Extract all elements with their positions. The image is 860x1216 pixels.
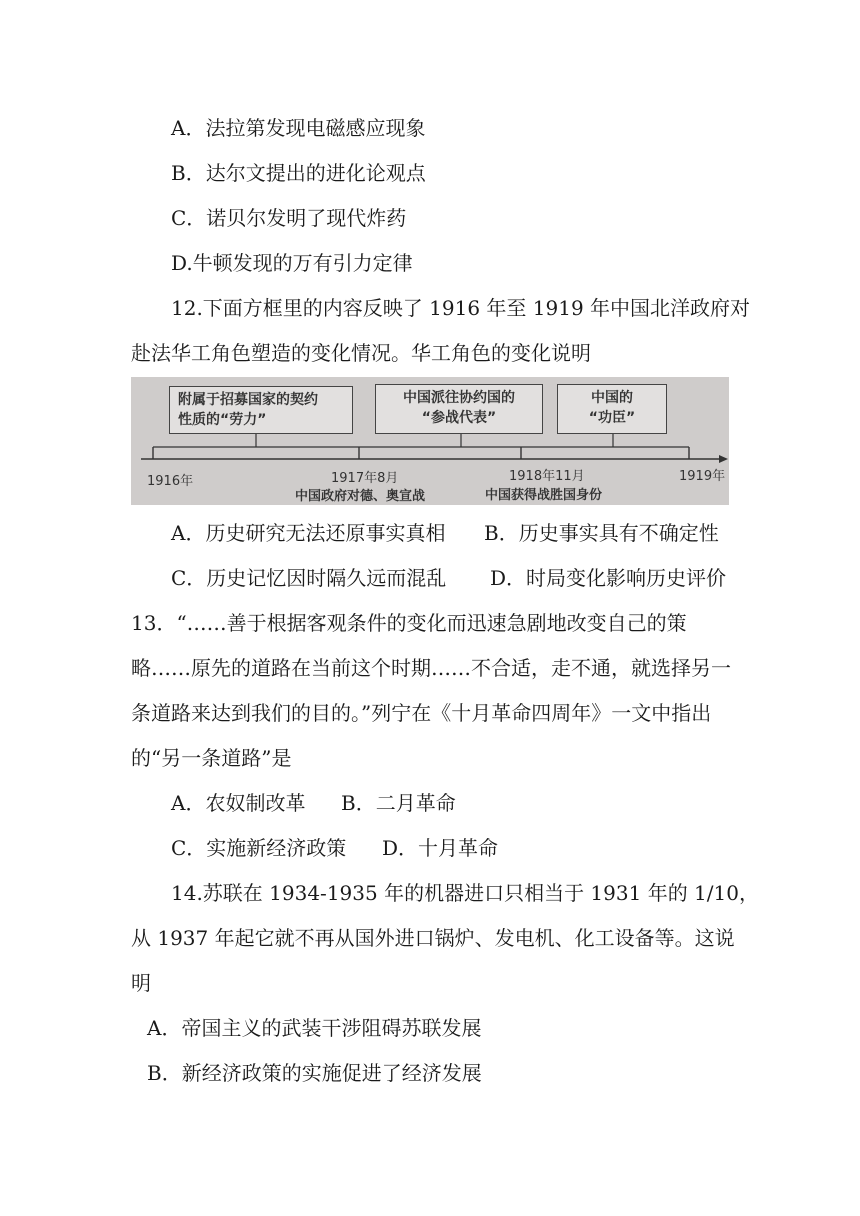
q13-stem-line1: 13．“……善于根据客观条件的变化而迅速急剧地改变自己的策	[131, 611, 687, 635]
q11-option-d: D.牛顿发现的万有引力定律	[171, 251, 413, 275]
box-labor	[169, 386, 353, 434]
q13-stem-line4: 的“另一条道路”是	[131, 746, 292, 770]
q12-stem-line2: 赴法华工角色塑造的变化情况。华工角色的变化说明	[131, 341, 591, 365]
q12-stem-line1: 12.下面方框里的内容反映了 1916 年至 1919 年中国北洋政府对	[171, 296, 751, 320]
label-1918: 1918年11月	[509, 469, 585, 484]
q12-option-d: D．时局变化影响历史评价	[490, 566, 727, 590]
q12-option-a: A．历史研究无法还原事实真相	[171, 521, 446, 545]
q13-stem-line2: 略……原先的道路在当前这个时期……不合适，走不通，就选择另一	[131, 656, 731, 680]
box-war-line1: 中国派往协约国的	[403, 390, 515, 406]
box-hero-line2: “功臣”	[588, 410, 636, 426]
box-labor-line1: 附属于招募国家的契约	[178, 392, 318, 408]
q11-option-a: A．法拉第发现电磁感应现象	[171, 116, 426, 140]
q13-option-b: B．二月革命	[341, 791, 456, 815]
label-1919: 1919年	[679, 469, 726, 484]
q14-stem-line1: 14.苏联在 1934-1935 年的机器进口只相当于 1931 年的 1/10，	[171, 881, 759, 905]
q14-stem-line2: 从 1937 年起它就不再从国外进口锅炉、发电机、化工设备等。这说	[131, 926, 735, 950]
q13-stem-line3: 条道路来达到我们的目的。”列宁在《十月革命四周年》一文中指出	[131, 701, 712, 725]
q12-timeline-figure	[131, 377, 729, 505]
box-labor-line2: 性质的“劳力”	[178, 412, 267, 428]
box-hero-line1: 中国的	[591, 390, 633, 406]
box-war-line2: “参战代表”	[421, 410, 497, 426]
q13-option-c: C．实施新经济政策	[171, 836, 347, 860]
label-1917: 1917年8月	[331, 471, 399, 486]
q13-option-a: A．农奴制改革	[171, 791, 306, 815]
q14-option-a: A．帝国主义的武装干涉阻碍苏联发展	[147, 1016, 482, 1040]
label-1916: 1916年	[147, 474, 194, 489]
q12-option-c: C．历史记忆因时隔久远而混乱	[171, 566, 447, 590]
q13-option-d: D．十月革命	[382, 836, 499, 860]
q14-option-b: B．新经济政策的实施促进了经济发展	[147, 1061, 482, 1085]
q14-stem-line3: 明	[131, 971, 151, 995]
q12-option-b: B．历史事实具有不确定性	[484, 521, 719, 545]
timeline-arrow	[719, 455, 728, 463]
q11-option-c: C．诺贝尔发明了现代炸药	[171, 206, 407, 230]
q11-option-b: B．达尔文提出的进化论观点	[171, 161, 426, 185]
box-war-representative	[375, 384, 543, 434]
label-1918-event: 中国获得战胜国身份	[485, 488, 603, 503]
box-hero	[557, 384, 667, 434]
label-1917-event: 中国政府对德、奥宣战	[295, 489, 426, 504]
